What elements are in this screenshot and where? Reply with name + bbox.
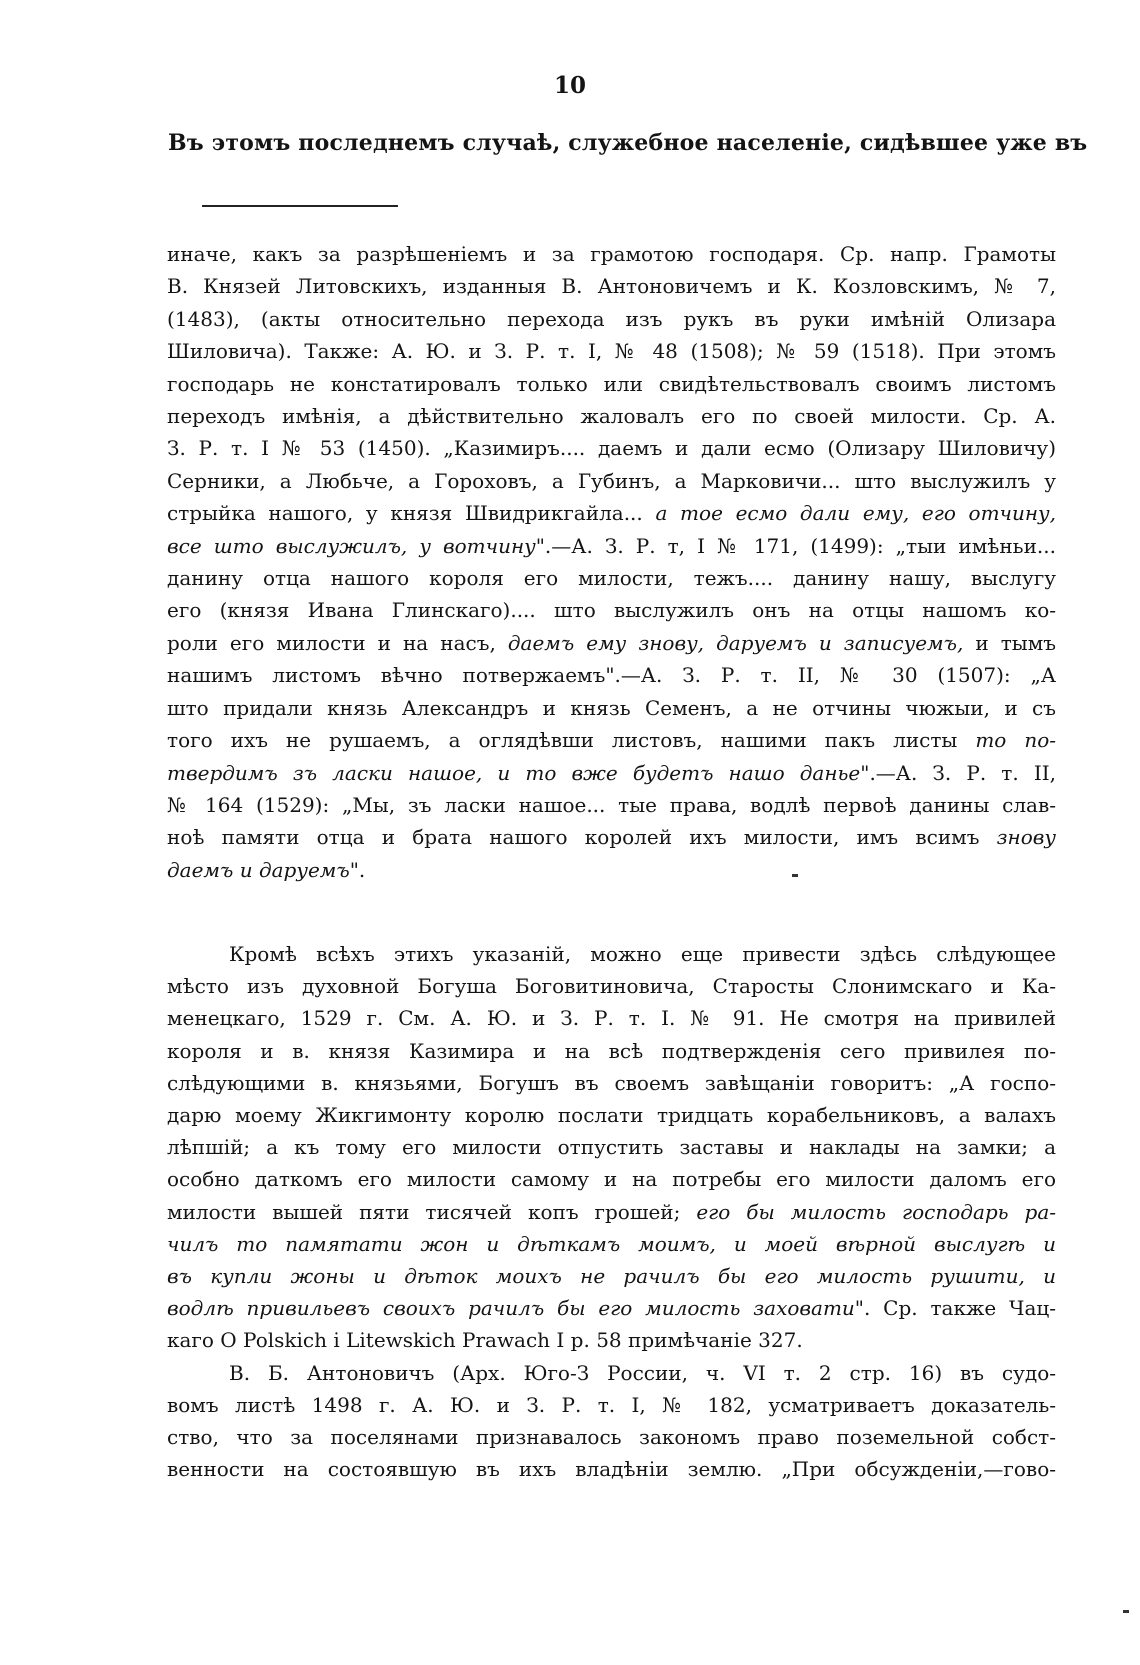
footnote-line (167, 854, 1056, 886)
text-line (167, 1131, 1056, 1163)
text-segment: што придали князь Александръ и князь Семенъ, а не отчины чюжыи, и съ (167, 695, 1056, 720)
text-segment: короля и в. князя Казимира и на всѣ подтвержденія сего привилея по- (167, 1038, 1056, 1063)
text-segment: Шиловича). Также: А. Ю. и З. Р. т. I, № 48 (1508); № 59 (1518). При этомъ (167, 339, 1056, 364)
footnote-block (167, 238, 1056, 886)
text-segment: слѣдующими в. князьями, Богушъ въ своемъ завѣщаніи говоритъ: „А госпо- (167, 1070, 1056, 1095)
footnote-line (167, 368, 1056, 400)
text-line (167, 1163, 1056, 1195)
text-line (167, 1067, 1056, 1099)
text-line (167, 1260, 1056, 1292)
footnote-line (167, 497, 1056, 529)
text-segment: господарь не констатировалъ только или свидѣтельствовалъ своимъ листомъ (167, 371, 1056, 396)
italic-text-segment: знову (996, 825, 1056, 850)
text-segment: ".—А. З. Р. т, I № 171, (1499): „тыи имѣньи... (535, 533, 1056, 558)
text-segment: дарю моему Жикгимонту королю послати тридцать корабельниковъ, а валахъ (167, 1103, 1056, 1128)
text-segment: его (князя Ивана Глинскаго).... што выслужилъ онъ на отцы нашомъ ко- (167, 598, 1056, 623)
text-line (167, 1421, 1056, 1453)
italic-text-segment: даемъ и даруемъ (167, 857, 350, 882)
text-line (167, 970, 1056, 1002)
footnote-line (167, 303, 1056, 335)
footnote-line (167, 627, 1056, 659)
text-segment: данину отца нашого короля его милости, тежъ.... данину нашу, выслугу (167, 566, 1056, 591)
text-segment: ".—А. З. Р. т. II, (860, 760, 1056, 785)
text-segment: особно даткомъ его милости самому и на потребы его милости даломъ его (167, 1167, 1056, 1192)
text-segment: и тымъ (963, 630, 1056, 655)
text-segment: З. Р. т. I № 53 (1450). „Казимиръ.... даемъ и дали есмо (Олизару Шиловичу) (167, 436, 1056, 461)
italic-text-segment: чилъ то памятати жон и дѣткамъ моимъ, и моей вѣрной выслугѣ и (167, 1231, 1056, 1256)
text-segment: (1483), (акты относительно перехода изъ рукъ въ руки имѣній Олизара (167, 306, 1056, 331)
text-segment: В. Б. Антоновичъ (Арх. Юго-З России, ч. VI т. 2 стр. 16) въ судо- (229, 1360, 1056, 1385)
stray-ink-mark (792, 874, 798, 877)
footnote-line (167, 757, 1056, 789)
text-segment: ". (349, 857, 366, 882)
footnote-line (167, 659, 1056, 691)
italic-text-segment: даемъ ему знову, даруемъ и записуемъ, (507, 630, 964, 655)
italic-text-segment: то по- (975, 728, 1057, 753)
text-line (167, 1196, 1056, 1228)
text-segment: № 164 (1529): „Мы, зъ ласки нашое... тые права, водлѣ первоѣ данины слав- (167, 792, 1056, 817)
italic-text-segment: водлѣ привильевъ своихъ рачилъ бы его милость заховати (167, 1296, 855, 1321)
text-segment: вомъ листѣ 1498 г. А. Ю. и З. Р. т. I, № 182, усматриваетъ доказатель- (167, 1392, 1056, 1417)
text-line (167, 1292, 1056, 1324)
italic-text-segment: его бы милость господарь ра- (696, 1199, 1057, 1224)
footnote-line (167, 335, 1056, 367)
text-segment: переходъ имѣнія, а дѣйствительно жаловалъ его по своей милости. Ср. А. (167, 404, 1056, 429)
text-line (167, 1389, 1056, 1421)
text-segment: каго O Polskich i Litewskich Prawach I р. 58 примѣчаніе 327. (167, 1328, 803, 1353)
text-line (167, 1035, 1056, 1067)
footnote-line (167, 530, 1056, 562)
text-segment: иначе, какъ за разрѣшеніемъ и за грамотою господаря. Ср. напр. Грамоты (167, 242, 1056, 266)
italic-text-segment: твердимъ зъ ласки нашое, и то вже будетъ нашо данье (167, 760, 861, 785)
text-line (167, 1099, 1056, 1131)
footnote-line (167, 594, 1056, 626)
footnote-line (167, 789, 1056, 821)
italic-text-segment: все што выслужилъ, у вотчину (167, 533, 536, 558)
footnote-line (167, 432, 1056, 464)
text-segment: менецкаго, 1529 г. См. А. Ю. и З. Р. т. I. № 91. Не смотря на привилей (167, 1006, 1056, 1031)
footnote-line (167, 238, 1056, 270)
text-segment: венности на состоявшую въ ихъ владѣніи землю. „При обсужденіи,—гово- (167, 1457, 1056, 1482)
text-line (167, 1324, 1056, 1356)
text-line (167, 938, 1056, 970)
footnote-separator-rule (202, 205, 398, 207)
main-text-block (167, 938, 1056, 1485)
text-segment: того ихъ не рушаемъ, а оглядѣвши листовъ, нашими пакъ листы (167, 728, 976, 753)
footnote-line (167, 562, 1056, 594)
text-segment: лѣпшій; а къ тому его милости отпустить заставы и наклады на замки; а (167, 1135, 1056, 1160)
text-segment: милости вышей пяти тисячей копъ грошей; (167, 1199, 697, 1224)
footnote-line (167, 400, 1056, 432)
footnote-line (167, 465, 1056, 497)
text-line (167, 1228, 1056, 1260)
text-segment: нашимъ листомъ вѣчно потвержаемъ".—А. З. Р. т. II, № 30 (1507): „А (167, 663, 1056, 688)
footnote-line (167, 692, 1056, 724)
footnote-line (167, 724, 1056, 756)
text-segment: В. Князей Литовскихъ, изданныя В. Антоновичемъ и К. Козловскимъ, № 7, (167, 274, 1056, 299)
top-text-line: Въ этомъ последнемъ случаѣ, служебное населеніе, сидѣвшее уже въ (168, 130, 1088, 156)
text-segment: ноѣ памяти отца и брата нашого королей ихъ милости, имъ всимъ (167, 825, 997, 850)
text-segment: Серники, а Любьче, а Гороховъ, а Губинъ, а Марковичи... што выслужилъ у (167, 468, 1056, 493)
text-segment: ство, что за поселянами признавалось закономъ право поземельной собст- (167, 1425, 1056, 1450)
text-segment: Кромѣ всѣхъ этихъ указаній, можно еще привести здѣсь слѣдующее (229, 942, 1056, 966)
text-line (167, 1002, 1056, 1034)
text-segment: мѣсто изъ духовной Богуша Боговитиновича, Старосты Слонимскаго и Ка- (167, 974, 1056, 999)
footnote-line (167, 821, 1056, 853)
text-segment: стрыйка нашого, у князя Швидрикгайла... (167, 501, 656, 526)
stray-ink-mark (1123, 1610, 1129, 1613)
italic-text-segment: а тое есмо дали ему, его отчину, (655, 501, 1057, 526)
italic-text-segment: въ купли жоны и дѣток моихъ не рачилъ бы его милость рушити, и (167, 1264, 1056, 1289)
text-segment: ". Ср. также Чац- (854, 1296, 1056, 1321)
footnote-line (167, 270, 1056, 302)
page-number: 10 (553, 72, 586, 99)
text-segment: роли его милости и на насъ, (167, 630, 508, 655)
text-line (167, 1357, 1056, 1389)
text-line (167, 1453, 1056, 1485)
